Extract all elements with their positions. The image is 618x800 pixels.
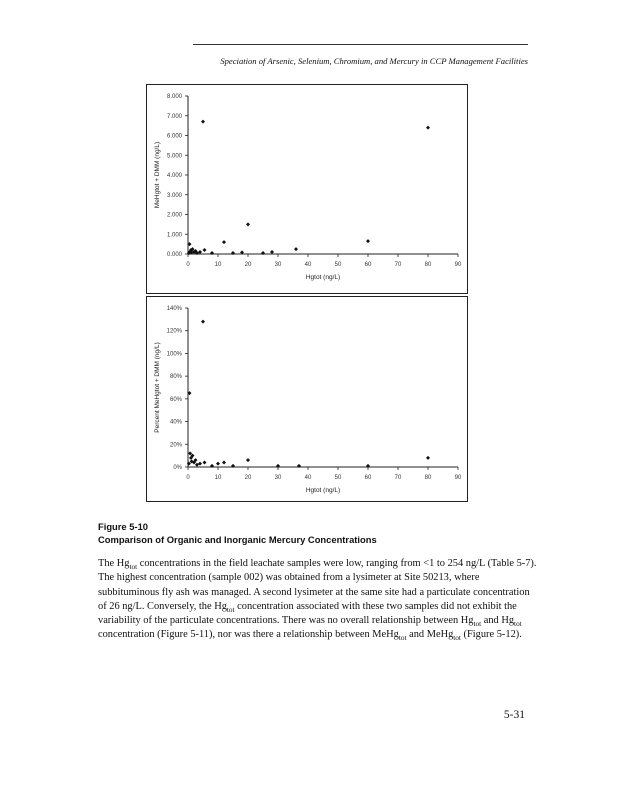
data-point	[198, 250, 202, 254]
x-tick-label: 0	[186, 262, 190, 268]
x-tick-label: 50	[334, 262, 342, 268]
figure-number: Figure 5-10	[98, 521, 149, 532]
x-tick-label: 90	[454, 262, 462, 268]
data-point	[222, 460, 226, 464]
x-tick-label: 60	[364, 262, 372, 268]
x-axis-label: Hgtot (ng/L)	[305, 274, 341, 281]
x-tick-label: 10	[214, 475, 222, 481]
y-tick-label: 7.000	[166, 113, 182, 120]
x-tick-label: 80	[424, 475, 432, 481]
x-tick-label: 70	[394, 475, 402, 481]
data-point	[201, 120, 205, 124]
page-number: 5-31	[503, 709, 525, 721]
header-rule	[193, 44, 528, 45]
y-tick-label: 60%	[169, 396, 182, 403]
top-scatter-plot	[146, 84, 468, 294]
y-tick-label: 4.000	[166, 173, 182, 179]
y-tick-label: 5.000	[166, 153, 182, 160]
data-point	[294, 247, 298, 251]
x-tick-label: 0	[186, 475, 190, 481]
figure-title: Comparison of Organic and Inorganic Mercury Concentrations	[98, 534, 377, 545]
y-tick-label: 0.000	[166, 252, 182, 258]
data-point	[366, 239, 370, 243]
chart-frame	[147, 297, 468, 502]
x-tick-label: 60	[364, 475, 372, 481]
x-tick-label: 40	[304, 262, 312, 268]
y-tick-label: 100%	[166, 351, 182, 358]
data-point	[426, 126, 430, 130]
data-point	[246, 222, 250, 226]
x-tick-label: 30	[274, 262, 282, 268]
data-point	[216, 462, 220, 466]
x-tick-label: 90	[454, 475, 462, 481]
y-tick-label: 8.000	[166, 94, 182, 100]
y-tick-label: 80%	[169, 374, 182, 381]
y-tick-label: 1.000	[166, 232, 182, 239]
x-axis-label: Hgtot (ng/L)	[305, 487, 341, 494]
x-tick-label: 80	[424, 262, 432, 268]
data-point	[426, 456, 430, 460]
y-tick-label: 0%	[173, 465, 182, 471]
y-tick-label: 40%	[169, 419, 182, 426]
bottom-scatter-plot	[146, 296, 468, 502]
y-tick-label: 2.000	[166, 212, 182, 219]
x-tick-label: 20	[244, 262, 252, 268]
data-point	[203, 248, 207, 252]
x-tick-label: 30	[274, 475, 282, 481]
bottom-scatter-chart	[146, 296, 468, 502]
data-point	[246, 458, 250, 462]
y-tick-label: 20%	[169, 442, 182, 449]
x-tick-label: 40	[304, 475, 312, 481]
body-paragraph	[98, 557, 538, 643]
running-header: Speciation of Arsenic, Selenium, Chromium, and Mercury in CCP Management Facilities	[220, 56, 528, 66]
y-tick-label: 3.000	[166, 192, 182, 199]
x-tick-label: 10	[214, 262, 222, 268]
data-point	[203, 460, 207, 464]
top-scatter-chart	[146, 84, 468, 294]
x-tick-label: 20	[244, 475, 252, 481]
y-axis-label: MeHgtot + DMM (ng/L)	[154, 141, 161, 209]
y-tick-label: 120%	[166, 328, 182, 335]
data-point	[222, 240, 226, 244]
y-axis-label: Percent MeHgtot + DMM (ng/L)	[154, 342, 161, 433]
data-point	[201, 320, 205, 324]
paragraph-text: The $Hg_{tot}$ concentrations in the field leachate samples were low, ranging from <1 to 254 ng/L (Table 5-7). The highest concentration (sample 002) was obtained from a lysimeter at Site 50213, where subbituminous fly ash was managed. A second lysimeter at the same site had a particulate concentration of 26 ng/L. Conversely, the $Hg_{tot}$ concentration associated with these two samples did not exhibit the variability of the particulate concentrations. There was no overall relationship between $Hg_{tot}$ and $Hg_{tot}$ concentration (Figure 5-11), nor was there a relationship between MeHg$_{tot}$ and MeHg$_{tot}$ (Figure 5-12).	[98, 558, 537, 643]
x-tick-label: 70	[394, 262, 402, 268]
y-tick-label: 6.000	[166, 133, 182, 140]
data-point	[270, 250, 274, 254]
x-tick-label: 50	[334, 475, 342, 481]
y-tick-label: 140%	[166, 306, 182, 312]
